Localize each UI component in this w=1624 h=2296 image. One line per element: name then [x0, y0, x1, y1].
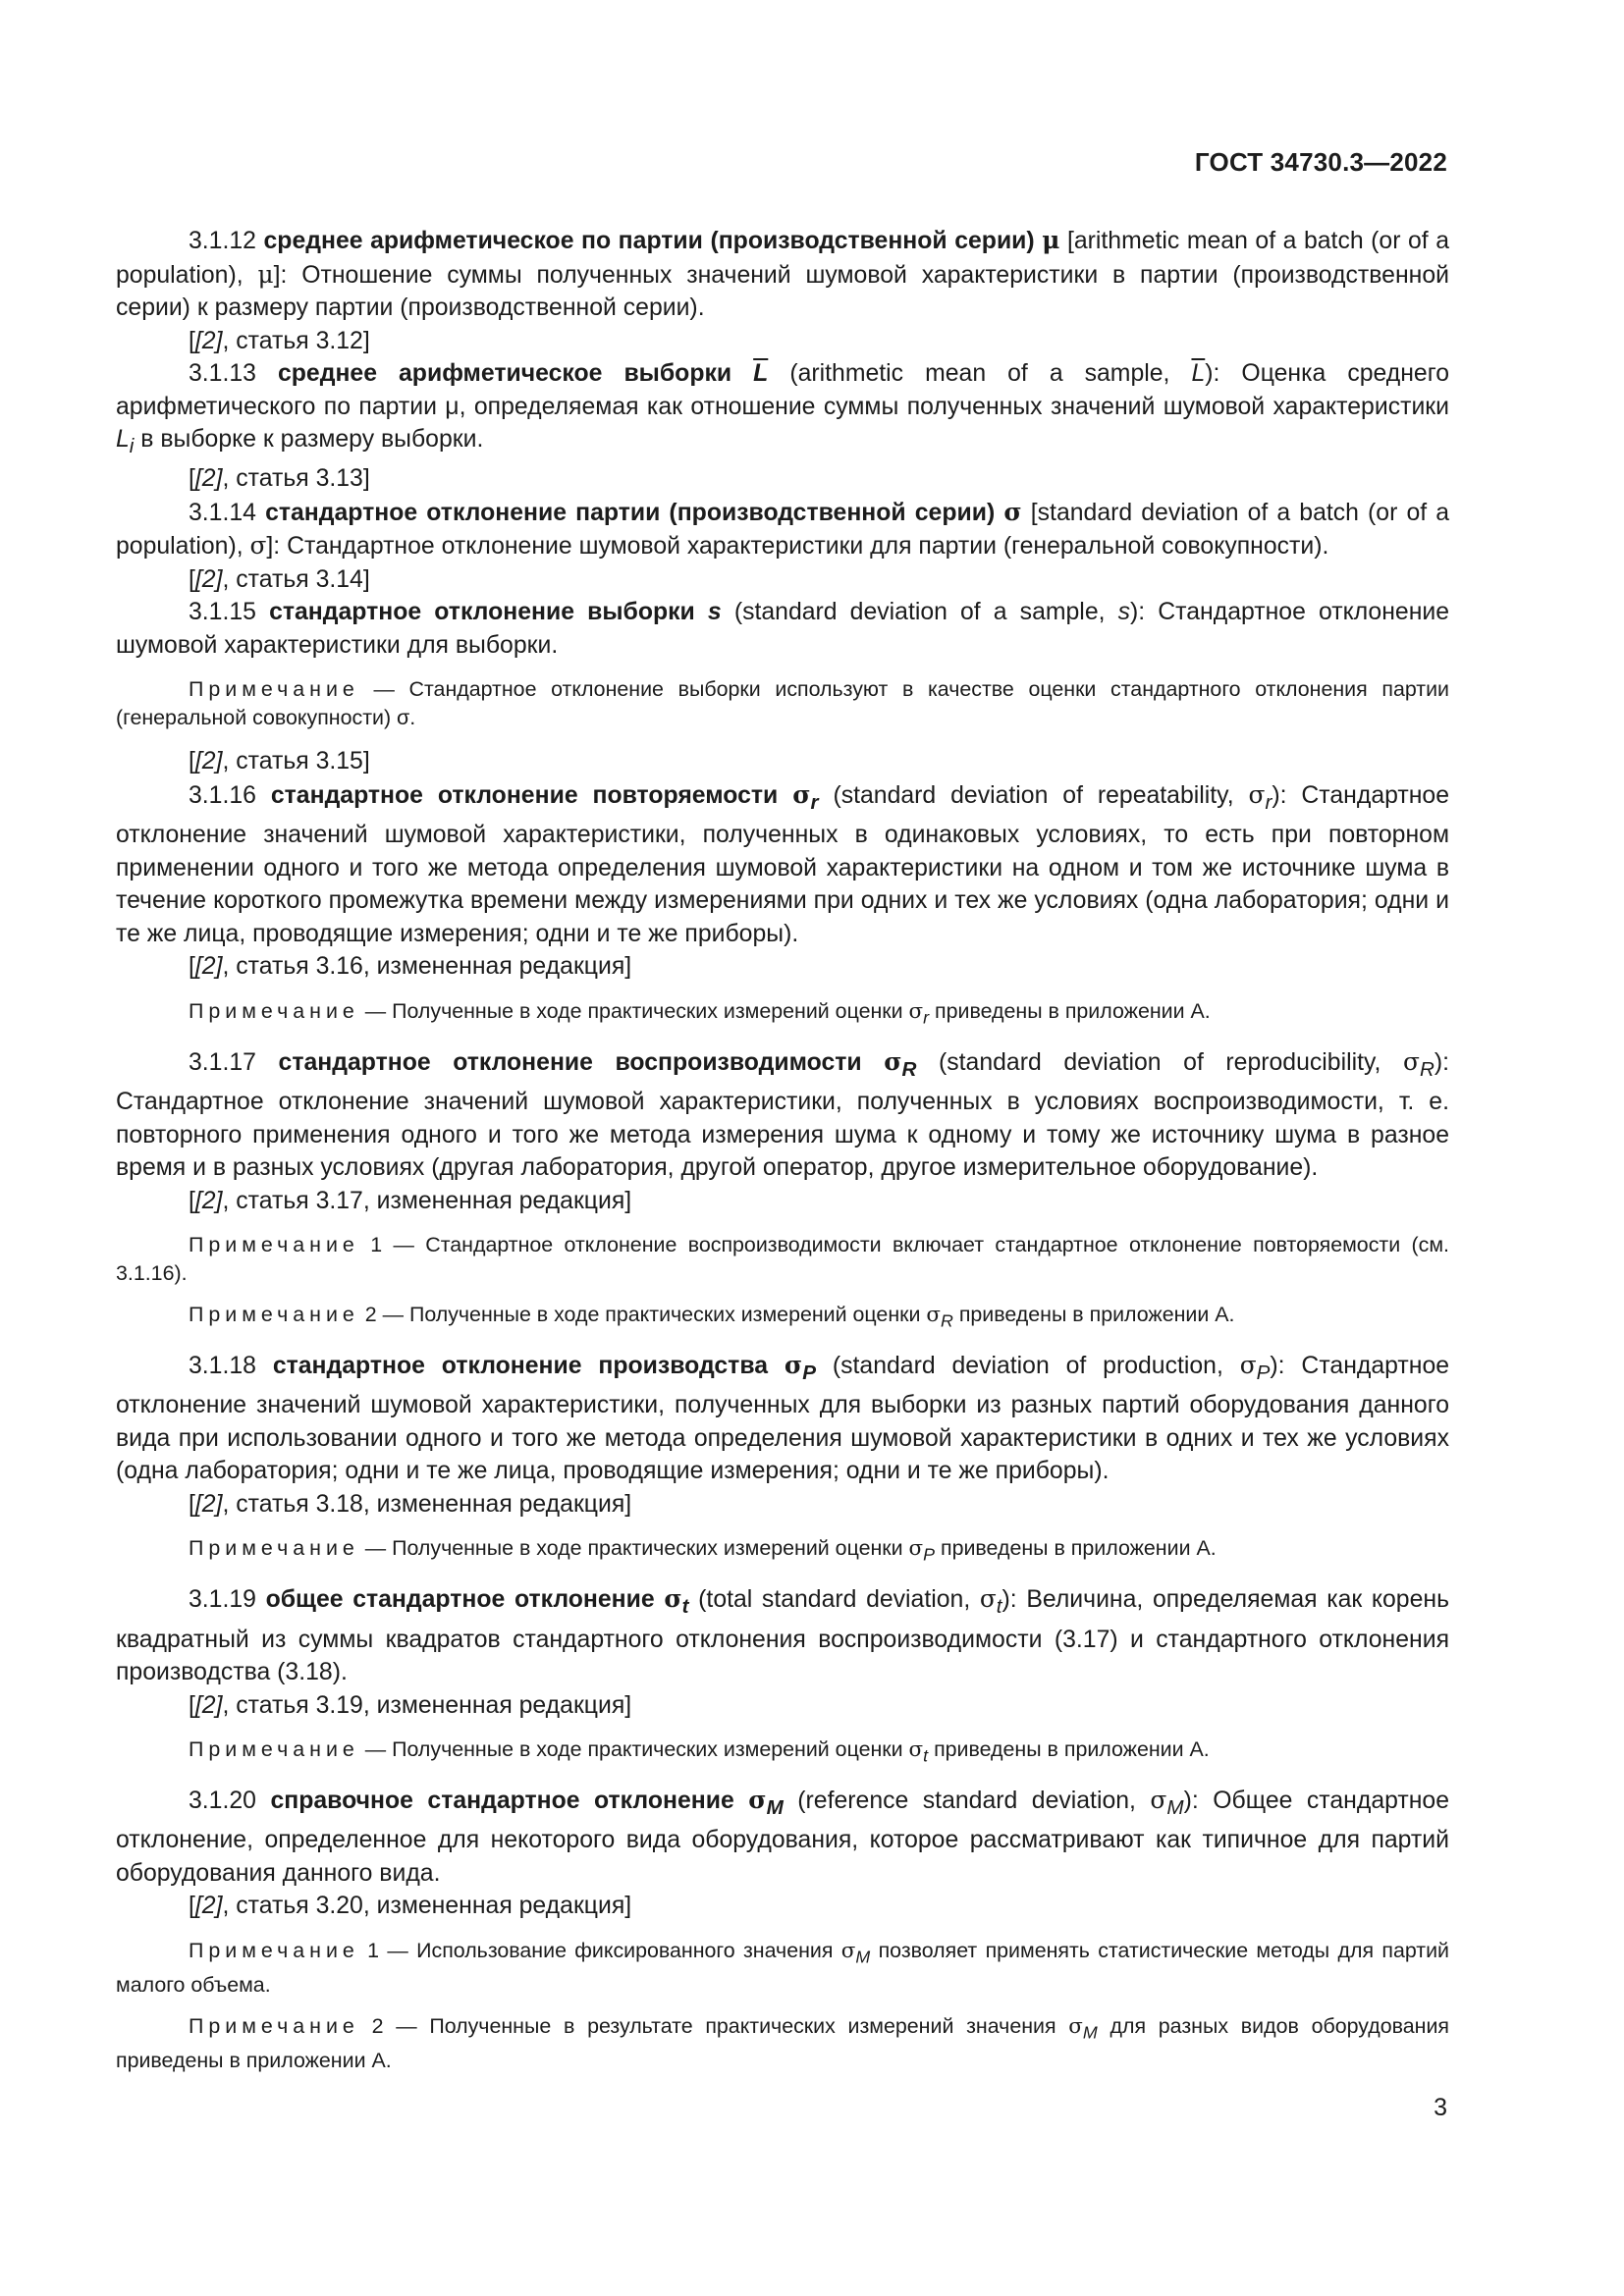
term-3-1-13 — [116, 357, 1449, 462]
term-name: стандартное отклонение повторяемости — [270, 781, 779, 809]
term-symbol: s — [707, 599, 722, 626]
term-reference: [[2], статья 3.16, измененная редакция] — [189, 953, 632, 981]
term-reference: [[2], статья 3.18, измененная редакция] — [189, 1490, 632, 1518]
term-reference: [[2], статья 3.15] — [189, 748, 370, 775]
term-symbol: σ — [748, 1785, 767, 1814]
term-english-symbol: σ — [249, 531, 267, 561]
note-text-end: приведены в приложении А. — [928, 1737, 1210, 1762]
term-name: стандартное отклонение выборки — [269, 599, 695, 626]
term-symbol-subscript: P — [802, 1361, 816, 1384]
page-number: 3 — [1434, 2094, 1447, 2121]
term-3-1-20 — [116, 1784, 1449, 1890]
term-english-subscript: P — [1256, 1361, 1271, 1384]
document-header: ГОСТ 34730.3—2022 — [1194, 147, 1447, 177]
note-text-end: приведены в приложении А. — [929, 998, 1211, 1023]
term-english: (standard deviation of reproducibility, — [939, 1048, 1403, 1076]
term-name: стандартное отклонение воспроизводимости — [278, 1048, 862, 1076]
term-reference: [[2], статья 3.12] — [189, 327, 370, 354]
term-english-symbol: σ — [979, 1584, 997, 1614]
term-definition: ]: Стандартное отклонение шумовой характеристики для партии (генеральной совокупности). — [266, 533, 1329, 561]
term-symbol: σ — [1003, 497, 1022, 526]
term-number: 3.1.20 — [189, 1787, 256, 1814]
term-definition: ): Оценка среднего арифметического по партии μ, определяемая как отношение суммы полученных значений шумовой характеристики — [116, 360, 1449, 420]
note-text: — Полученные в ходе практических измерений оценки — [364, 1737, 909, 1762]
term-number: 3.1.15 — [189, 599, 256, 626]
term-name: стандартное отклонение производства — [272, 1352, 769, 1379]
term-3-1-15 — [116, 596, 1449, 662]
term-english-symbol: σ — [1150, 1785, 1167, 1814]
term-english: (reference standard deviation, — [797, 1787, 1151, 1814]
term-english: [standard deviation of a batch (or of a population), — [116, 499, 1450, 561]
term-english: (standard deviation of production, — [832, 1352, 1240, 1379]
term-english-symbol: $\overline{L}$ — [1191, 360, 1206, 387]
note-symbol: σ — [908, 1737, 924, 1763]
note-label: Примечание — [189, 1536, 359, 1561]
term-symbol-subscript: r — [810, 790, 819, 814]
term-note-2 — [116, 1301, 1449, 1335]
reference-source: [2] — [194, 327, 223, 354]
note-label: Примечание — [189, 1303, 359, 1327]
note-text: — Полученные в ходе практических измерений оценки — [364, 998, 909, 1023]
term-note-2 — [116, 2012, 1449, 2074]
reference-source: [2] — [194, 565, 223, 593]
term-reference: [[2], статья 3.13] — [189, 465, 370, 493]
reference-source: [2] — [194, 465, 223, 493]
reference-article: , статья 3.15] — [222, 748, 370, 775]
term-english-symbol: σ — [1403, 1046, 1420, 1076]
term-note — [116, 675, 1449, 731]
term-definition: ): Стандартное отклонение значений шумовой характеристики, полученных для выборки из разных партий оборудования данного вида при использовании одного и того же метода определения шумовой характеристики в одних и тех же условиях (одна лаборатория; одни и те же лица, проводящие измерения; одни и те же приборы). — [116, 1352, 1450, 1485]
term-symbol: σ — [792, 779, 811, 809]
term-note — [116, 997, 1449, 1032]
term-3-1-19 — [116, 1582, 1449, 1688]
term-3-1-18 — [116, 1349, 1449, 1488]
term-definition: ): Общее стандартное отклонение, определенное для некоторого вида оборудования, которое рассматривают как типичное для партий оборудования данного вида. — [116, 1787, 1450, 1887]
term-number: 3.1.18 — [189, 1352, 256, 1379]
term-note — [116, 1534, 1449, 1569]
term-symbol: σ — [884, 1046, 902, 1076]
term-definition: ]: Отношение суммы полученных значений шумовой характеристики в партии (производственной серии) к размеру партии (производственной серии). — [116, 261, 1449, 321]
note-text-end: приведены в приложении А. — [935, 1536, 1217, 1561]
term-symbol: $\overline{L}$ — [753, 360, 769, 387]
term-name: общее стандартное отклонение — [265, 1586, 655, 1614]
note-text: — Стандартное отклонение выборки используют в качестве оценки стандартного отклонения партии (генеральной совокупности) σ. — [116, 677, 1449, 729]
reference-source: [2] — [194, 748, 223, 775]
note-label: Примечание — [189, 1233, 359, 1257]
term-variable: L — [116, 426, 130, 453]
note-text: — Полученные в ходе практических измерений оценки — [364, 1536, 909, 1561]
reference-article: , статья 3.13] — [222, 465, 370, 493]
note-symbol-subscript: t — [923, 1745, 929, 1766]
note-text: 2 — Полученные в результате практических измерений значения — [371, 2014, 1069, 2039]
note-symbol-subscript: M — [1082, 2022, 1098, 2043]
reference-article: , статья 3.19, измененная редакция] — [222, 1691, 632, 1719]
term-reference: [[2], статья 3.19, измененная редакция] — [189, 1691, 632, 1719]
term-definition-end: в выборке к размеру выборки. — [134, 426, 484, 453]
term-english-subscript: R — [1419, 1057, 1435, 1081]
term-note — [116, 1735, 1449, 1770]
term-english-symbol: s — [1117, 599, 1131, 626]
reference-article: , статья 3.17, измененная редакция] — [222, 1187, 632, 1214]
term-variable-subscript: i — [129, 434, 135, 457]
term-note-1 — [116, 1937, 1449, 1999]
term-english-symbol: σ — [1248, 779, 1266, 809]
reference-article: , статья 3.12] — [222, 327, 370, 354]
reference-article: , статья 3.20, измененная редакция] — [222, 1893, 632, 1920]
term-english: (standard deviation of repeatability, — [833, 781, 1249, 809]
term-english-symbol: σ — [1239, 1350, 1257, 1379]
term-name: среднее арифметическое по партии (производственной серии) — [263, 228, 1035, 254]
term-number: 3.1.13 — [189, 360, 256, 387]
note-text: 1 — Стандартное отклонение воспроизводимости включает стандартное отклонение повторяемости (см. 3.1.16). — [116, 1233, 1449, 1285]
term-symbol-subscript: M — [766, 1795, 784, 1819]
term-number: 3.1.19 — [189, 1586, 256, 1614]
term-english: [arithmetic mean of a batch (or of a population), — [116, 228, 1450, 289]
reference-article: , статья 3.18, измененная редакция] — [222, 1490, 632, 1518]
term-3-1-14 — [116, 496, 1449, 563]
term-symbol: μ — [1042, 226, 1060, 254]
term-3-1-17 — [116, 1045, 1449, 1185]
term-name: стандартное отклонение партии (производственной серии) — [265, 499, 996, 526]
term-3-1-16 — [116, 778, 1449, 950]
term-name: среднее арифметическое выборки — [277, 360, 732, 387]
note-text: 2 — Полученные в ходе практических измерений оценки — [364, 1303, 927, 1327]
term-english-symbol: μ — [257, 259, 274, 289]
note-text-end: приведены в приложении А. — [952, 1303, 1235, 1327]
term-note-1 — [116, 1231, 1449, 1287]
term-english-subscript: M — [1166, 1795, 1184, 1819]
term-english: (arithmetic mean of a sample, — [789, 360, 1192, 387]
note-symbol-subscript: P — [923, 1544, 936, 1565]
reference-source: [2] — [194, 1691, 223, 1719]
note-text-end: позволяет применять статистические методы для партий малого объема. — [116, 1938, 1449, 1997]
term-number: 3.1.17 — [189, 1048, 256, 1076]
term-3-1-12 — [116, 224, 1449, 325]
note-text: 1 — Использование фиксированного значения — [367, 1938, 841, 1962]
term-number: 3.1.14 — [189, 499, 256, 526]
note-symbol: σ — [908, 998, 924, 1024]
term-reference: [[2], статья 3.17, измененная редакция] — [189, 1187, 632, 1214]
note-symbol-subscript: M — [855, 1947, 871, 1967]
reference-source: [2] — [194, 1187, 223, 1214]
term-english: (standard deviation of a sample, — [733, 599, 1118, 626]
term-symbol-subscript: t — [681, 1595, 689, 1619]
note-symbol-subscript: R — [941, 1310, 953, 1331]
term-english: (total standard deviation, — [698, 1586, 980, 1614]
term-reference: [[2], статья 3.14] — [189, 565, 370, 593]
note-symbol: σ — [1068, 2014, 1083, 2040]
note-label: Примечание — [189, 677, 359, 702]
note-text-end: для разных видов оборудования приведены в приложении А. — [116, 2014, 1449, 2072]
term-definition: ): Стандартное отклонение шумовой характеристики для выборки. — [116, 599, 1450, 659]
term-definition: ): Стандартное отклонение значений шумовой характеристики, полученных в одинаковых условиях, то есть при повторном применении одного и того же метода определения шумовой характеристики на одном и том же источнике шума в течение короткого промежутка времени между измерениями при одних и тех же условиях (одна лаборатория; одни и те же лица, проводящие измерения; одни и те же приборы). — [116, 781, 1450, 947]
note-symbol: σ — [840, 1938, 856, 1963]
note-symbol: σ — [908, 1536, 924, 1562]
term-english-subscript: r — [1265, 790, 1272, 814]
note-label: Примечание — [189, 1938, 359, 1962]
term-symbol: σ — [784, 1350, 803, 1379]
reference-source: [2] — [194, 953, 223, 981]
term-number: 3.1.16 — [189, 781, 256, 809]
term-name: справочное стандартное отклонение — [270, 1787, 734, 1814]
reference-article: , статья 3.14] — [222, 565, 370, 593]
term-reference: [[2], статья 3.20, измененная редакция] — [189, 1893, 632, 1920]
note-symbol: σ — [926, 1303, 941, 1328]
reference-source: [2] — [194, 1490, 223, 1518]
terms-section — [116, 224, 1449, 2088]
term-definition: ): Стандартное отклонение значений шумовой характеристики, полученных в условиях воспроизводимости, т. е. повторного применения одного и того же метода измерения шума к одному и тому же источнику шума в разное время и в разных условиях (другая лаборатория, другой оператор, другое измерительное оборудование). — [116, 1048, 1450, 1182]
reference-article: , статья 3.16, измененная редакция] — [222, 953, 632, 981]
term-symbol: σ — [664, 1584, 682, 1614]
term-english-subscript: t — [996, 1595, 1002, 1619]
term-definition: ): Величина, определяемая как корень квадратный из суммы квадратов стандартного отклонения воспроизводимости (3.17) и стандартного отклонения производства (3.18). — [116, 1586, 1450, 1686]
term-symbol-subscript: R — [901, 1057, 917, 1081]
term-number: 3.1.12 — [189, 228, 256, 254]
note-label: Примечание — [189, 2014, 359, 2039]
note-label: Примечание — [189, 1737, 359, 1762]
reference-source: [2] — [194, 1893, 223, 1920]
note-symbol-subscript: r — [923, 1007, 930, 1028]
note-label: Примечание — [189, 998, 359, 1023]
